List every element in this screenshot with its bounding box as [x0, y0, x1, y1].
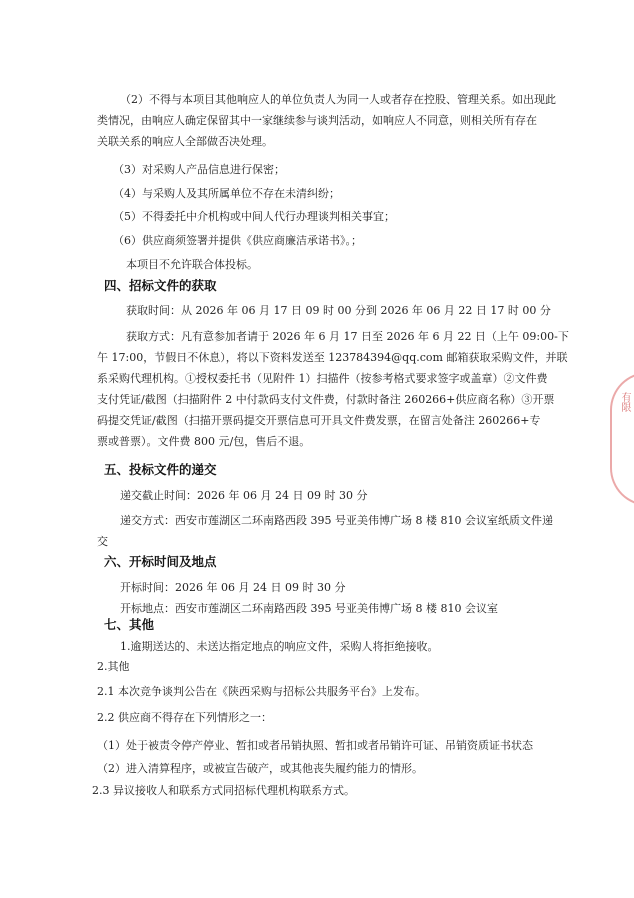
text-line: 系采购代理机构。①授权委托书（见附件 1）扫描件（按参考格式要求签字或盖章）②文件费 — [97, 372, 548, 385]
text-line: 开标地点：西安市莲湖区二环南路西段 395 号亚美伟博广场 8 楼 810 会议室 — [120, 602, 498, 615]
text-line: 获取时间：从 2026 年 06 月 17 日 09 时 00 分到 2026 年 06 月 22 日 17 时 00 分 — [126, 304, 551, 317]
section-heading: 六、开标时间及地点 — [104, 554, 217, 569]
text-line: 2.3 异议接收人和联系方式同招标代理机构联系方式。 — [92, 784, 355, 797]
text-line: 午 17:00，节假日不休息），将以下资料发送至 123784394@qq.com 邮箱获取采购文件，并联 — [97, 351, 568, 364]
text-line: 类情况，由响应人确定保留其中一家继续参与谈判活动，如响应人不同意，则相关所有存在 — [97, 114, 537, 127]
text-line: 票或普票）。文件费 800 元/包，售后不退。 — [97, 435, 311, 448]
section-heading: 七、其他 — [104, 617, 155, 632]
text-line: 本项目不允许联合体投标。 — [126, 258, 258, 271]
text-line: 2.其他 — [97, 660, 130, 673]
text-line: （2）不得与本项目其他响应人的单位负责人为同一人或者存在控股、管理关系。如出现此 — [120, 93, 556, 106]
text-line: （4）与采购人及其所属单位不存在未清纠纷； — [113, 187, 340, 200]
text-line: 2.2 供应商不得存在下列情形之一： — [97, 711, 272, 724]
text-line: 支付凭证/截图（扫描附件 2 中付款码支付文件费，付款时备注 260266+供应商名称）③开票 — [97, 393, 555, 406]
text-line: （3）对采购人产品信息进行保密； — [113, 163, 285, 176]
section-heading: 四、招标文件的获取 — [104, 278, 217, 293]
text-line: 获取方式：凡有意参加者请于 2026 年 6 月 17 日至 2026 年 6 月 22 日（上午 09:00-下 — [126, 330, 569, 343]
text-line: 递交方式：西安市莲湖区二环南路西段 395 号亚美伟博广场 8 楼 810 会议室纸质文件递 — [120, 514, 553, 527]
text-line: （5）不得委托中介机构或中间人代行办理谈判相关事宜； — [113, 210, 395, 223]
text-line: （6）供应商须签署并提供《供应商廉洁承诺书》。； — [113, 234, 362, 247]
text-line: 1.逾期送达的、未送达指定地点的响应文件，采购人将拒绝接收。 — [120, 640, 439, 653]
text-line: 交 — [97, 535, 108, 548]
text-line: 码提交凭证/截图（扫描开票码提交开票信息可开具文件费发票，在留言处备注 260266+专 — [97, 414, 541, 427]
seal-text: 有限 — [619, 392, 630, 412]
text-line: 关联关系的响应人全部做否决处理。 — [97, 135, 273, 148]
text-line: 2.1 本次竞争谈判公告在《陕西采购与招标公共服务平台》上发布。 — [97, 685, 426, 698]
section-heading: 五、投标文件的递交 — [104, 462, 217, 477]
text-line: 开标时间：2026 年 06 月 24 日 09 时 30 分 — [120, 581, 346, 594]
text-line: （2）进入清算程序，或被宣告破产，或其他丧失履约能力的情形。 — [97, 762, 423, 775]
text-line: （1）处于被责令停产停业、暂扣或者吊销执照、暂扣或者吊销许可证、吊销资质证书状态 — [97, 739, 533, 752]
text-line: 递交截止时间：2026 年 06 月 24 日 09 时 30 分 — [120, 489, 368, 502]
